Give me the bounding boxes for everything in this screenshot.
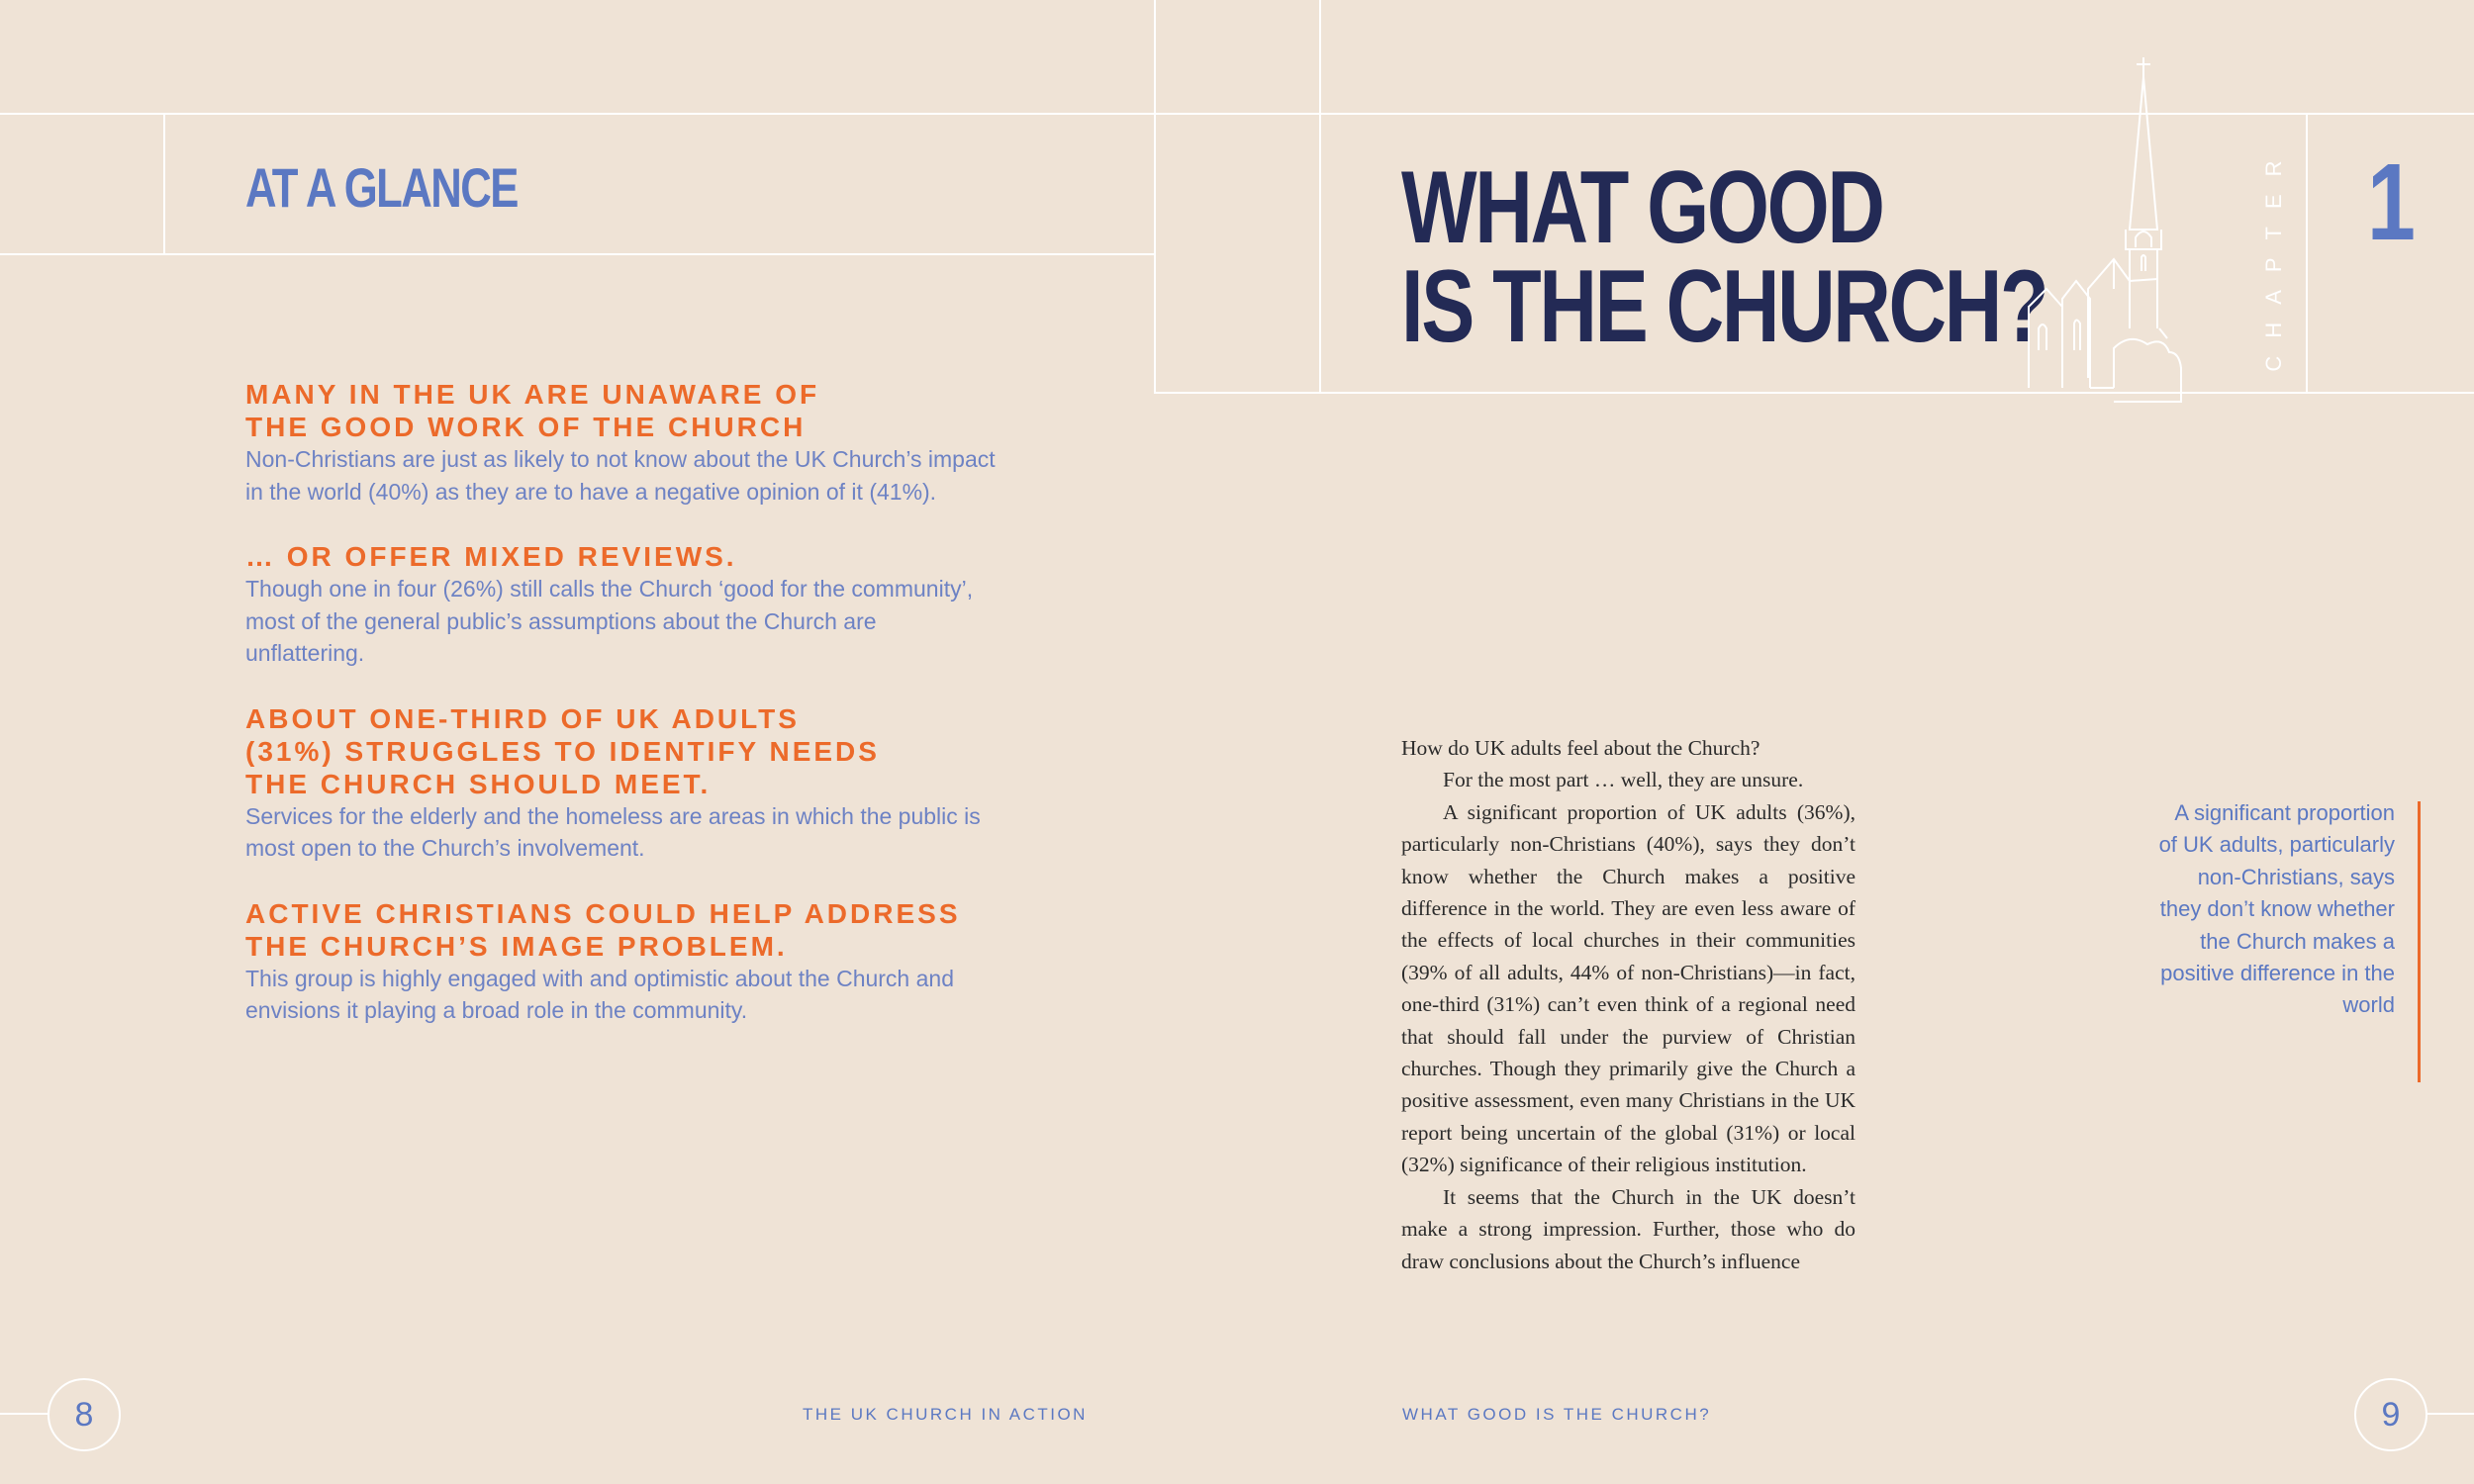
glance-left-rule [163, 113, 165, 255]
article-paragraph: For the most part … well, they are unsure. [1443, 768, 1804, 792]
section-title: AT A GLANCE [245, 156, 518, 219]
chapter-title-line: WHAT GOOD [1401, 150, 1883, 265]
chapter-left-rule [1319, 0, 1321, 394]
pull-quote-rule [2418, 801, 2421, 1082]
running-title-left: THE UK CHURCH IN ACTION [803, 1405, 1088, 1424]
top-rule-left [0, 113, 1156, 115]
article-paragraph: It seems that the Church in the UK doesn’t make a strong impression. Further, those who do draw conclusions about the Church’s influence [1401, 1184, 1856, 1273]
pull-quote: A significant proportion of UK adults, particularly non-Christians, says they don’t know whether the Church makes a positive difference in the world [2158, 800, 2395, 1018]
heading-line: … OR OFFER MIXED REVIEWS. [245, 541, 737, 572]
chapter-label [2256, 139, 2292, 376]
spine-rule [1154, 0, 1156, 394]
footer-rule-left [0, 1413, 49, 1415]
item-heading [245, 378, 998, 443]
footer-rule-right [2425, 1413, 2474, 1415]
heading-line: THE GOOD WORK OF THE CHURCH [245, 412, 807, 442]
item-heading [245, 702, 998, 800]
glance-item [245, 540, 998, 670]
chapter-title [1401, 150, 2047, 364]
item-body: Non-Christians are just as likely to not know about the UK Church’s impact in the world (40%) as they are to have a negative opinion of it (41%). [245, 446, 996, 505]
glance-item [245, 897, 998, 1027]
page-number-right: 9 [2354, 1378, 2427, 1451]
heading-line: THE CHURCH SHOULD MEET. [245, 768, 712, 799]
heading-line: MANY IN THE UK ARE UNAWARE OF [245, 379, 820, 410]
article-paragraph: A significant proportion of UK adults (36%), particularly non-Christians (40%), says they don’t know whether the Church makes a positive difference in the world. They are even less aware of the effects of local churches in their communities (39% of all adults, 44% of non-Christians)—in fact, one-third (31%) can’t even think of a regional need that should fall under the purview of Christian churches. Though they primarily give the Church a positive assessment, even many Christians in the UK report being uncertain of the global (31%) or local (32%) significance of their religious institution. [1401, 799, 1856, 1177]
article-paragraph: How do UK adults feel about the Church? [1401, 736, 1760, 760]
chapter-bottom-rule [1154, 392, 2474, 394]
chapter-number-rule [2306, 113, 2308, 394]
glance-item [245, 702, 998, 865]
chapter-title-line: IS THE CHURCH? [1401, 249, 2047, 364]
running-title-right: WHAT GOOD IS THE CHURCH? [1402, 1405, 1712, 1424]
heading-line: ABOUT ONE-THIRD OF UK ADULTS [245, 702, 800, 734]
chapter-number: 1 [2367, 141, 2416, 263]
item-body: Though one in four (26%) still calls the Church ‘good for the community’, most of the general public’s assumptions about the Church are unflattering. [245, 576, 974, 666]
item-heading [245, 540, 998, 573]
item-body: Services for the elderly and the homeless are areas in which the public is most open to the Church’s involvement. [245, 802, 981, 861]
glance-list [245, 378, 998, 1060]
item-heading [245, 897, 998, 963]
article-body [1401, 732, 1856, 1277]
glance-item [245, 378, 998, 508]
top-rule-right [1154, 113, 2474, 115]
heading-line: ACTIVE CHRISTIANS COULD HELP ADDRESS [245, 897, 961, 929]
item-body: This group is highly engaged with and optimistic about the Church and envisions it playing a broad role in the community. [245, 965, 954, 1023]
heading-line: (31%) STRUGGLES TO IDENTIFY NEEDS [245, 735, 880, 767]
heading-line: THE CHURCH’S IMAGE PROBLEM. [245, 930, 788, 962]
glance-bottom-rule [0, 253, 1156, 255]
page-number-left: 8 [48, 1378, 121, 1451]
chapter-label-text: CHAPTER [2261, 142, 2286, 372]
church-illustration-icon [2019, 51, 2217, 408]
